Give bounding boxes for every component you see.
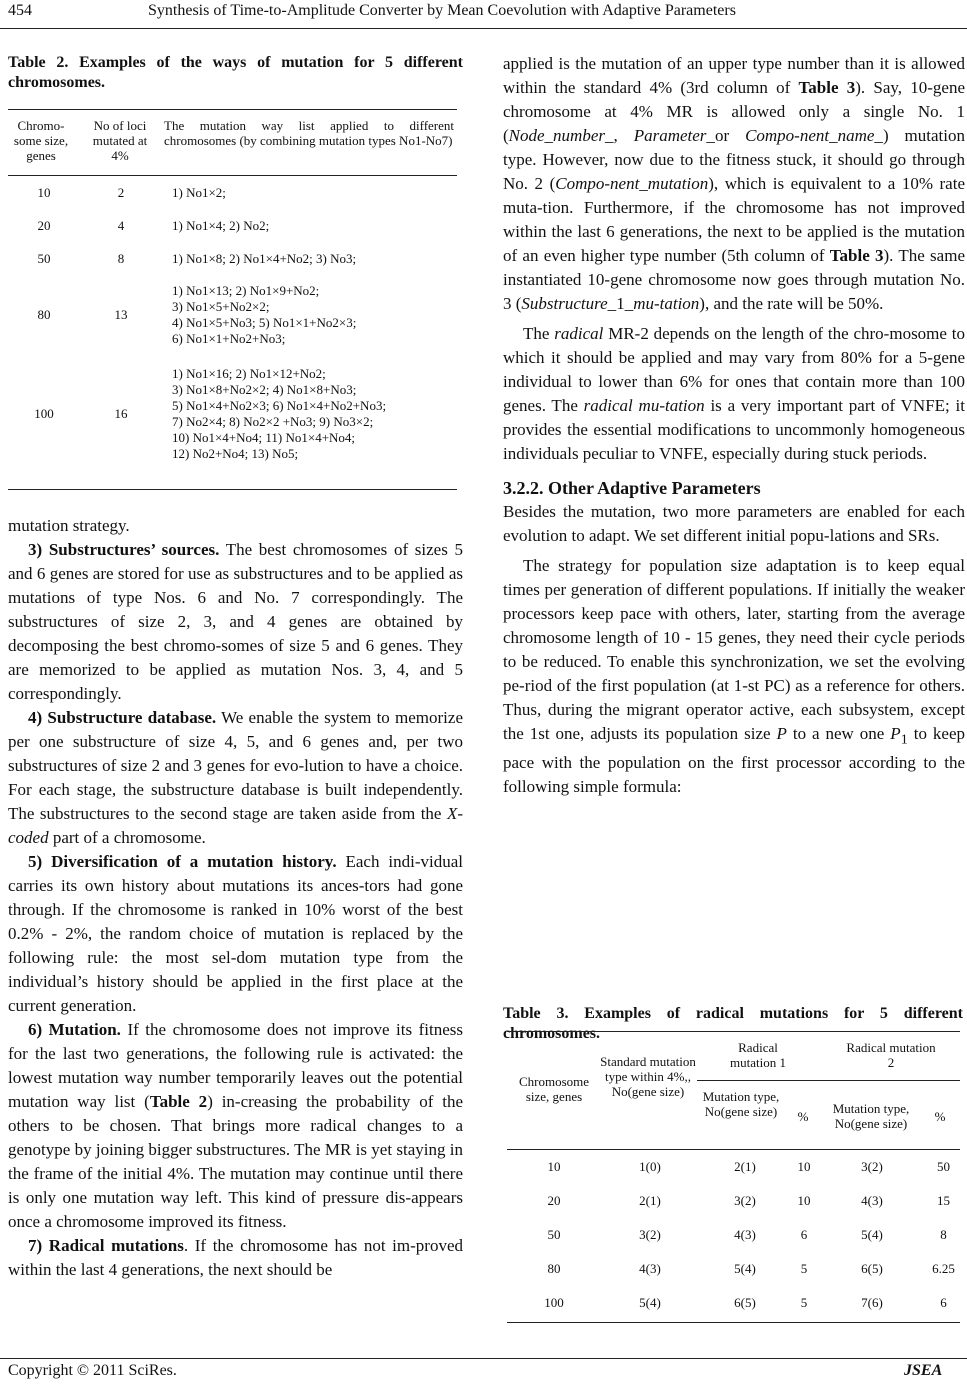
table3-cell: 2(1)	[734, 1159, 756, 1174]
header-rule	[0, 28, 967, 29]
table3-header-mutation-type-1: Mutation type, No(gene size)	[702, 1089, 780, 1119]
paragraph-heading: 3) Substructures’ sources.	[28, 540, 220, 559]
table2-cell-size: 80	[37, 307, 51, 322]
text-run: or	[714, 126, 746, 145]
table3-cell: 6.25	[932, 1261, 955, 1276]
table3-header-pct-1: %	[797, 1109, 809, 1124]
text-run: MR-2 depends on the length of the chro-mosome to which it should be applied and may vary from 80% for a 5-gene individual to lower than 6% for ones that contain more than 100 genes. The	[503, 324, 965, 415]
table2-cell-ways	[162, 275, 463, 355]
text-run: Each indi-vidual carries its own history about mutations its ances-tors had gone through. If the chromosome is ranked in 10% worst of the best 0.2% - 2%, the random choice of mutation is replaced by the following rule: the most sel-dom mutation type from the individual’s history should be applied in the first place at the current generation.	[8, 852, 464, 1015]
text-run: ,	[613, 126, 634, 145]
paragraph-heading: 4) Substructure database.	[28, 708, 217, 727]
table3-cell: 20	[547, 1193, 561, 1208]
right-column-text	[503, 52, 965, 799]
way-line: 3) No1×5+No2×2;	[172, 299, 270, 314]
text-run: Compo-nent_name_	[745, 126, 883, 145]
table2-bottom-rule	[8, 489, 457, 490]
table2-top-rule	[8, 109, 457, 110]
way-line: 4) No1×5+No3; 5) No1×1+No2×3;	[172, 315, 357, 330]
table3-bottom-rule	[507, 1322, 960, 1323]
text-run: ). The same instantiated 10-gene chromosome now goes through mutation No. 3 (	[503, 246, 965, 313]
text-run: The best chromosomes of sizes 5 and 6 genes are stored for use as substructures and to be applied as mutations of type Nos. 6 and No. 7 correspondingly. The substructures of size 2, 3, and 4 genes are obtained by decomposing the best chromo-somes of size 5 and 6 genes. They are memorized to be applied as mutation Nos. 3, 4, and 5 correspondingly.	[8, 540, 463, 703]
table2-cell-ways	[162, 242, 463, 275]
table3-cell: 6	[800, 1227, 808, 1242]
text-run: ) mutation type. However, now due to the fitness stuck, it should go through No. 2 (	[503, 126, 965, 193]
table2-cell-loci: 2	[117, 184, 125, 200]
text-run: is a very important part of VNFE; it provides the essential modifications to uncommonly homogeneous individuals peculiar to VNFE, especially during stuck periods.	[503, 396, 965, 463]
text-run: applied is the mutation of an upper type number than it is allowed within the standard 4% (3rd column of	[503, 54, 965, 97]
table2-cell-loci: 4	[117, 217, 125, 233]
table3-cell: 2(1)	[639, 1193, 661, 1208]
table3-cell: 7(6)	[861, 1295, 883, 1310]
table3-header-size: Chromosome size, genes	[518, 1074, 590, 1104]
table3-header-standard: Standard mutation type within 4%,, No(gene size)	[600, 1054, 696, 1099]
table2-header-ways: The mutation way list applied to different chromosomes (by combining mutation types No1-No7)	[164, 118, 454, 148]
table2-cell-size: 10	[37, 184, 51, 200]
table2-cell-loci: 16	[114, 406, 128, 421]
table3-subheader-rule	[697, 1080, 960, 1081]
way-line: 3) No1×8+No2×2; 4) No1×8+No3;	[172, 382, 357, 397]
text-run: Compo-nent_mutation	[555, 174, 709, 193]
table3-cell: 80	[547, 1261, 561, 1276]
table-row	[507, 1286, 960, 1320]
text-run: ) in-creasing the probability of the others to be chosen. That brings more radical changes to a genotype by joining bigger substructures. The MR is yet staying in the frame of the initial 4%. The mutation may continue until there is only one mutation way left. This kind of pressure dis-appears once a chromosome improved its fitness.	[8, 1092, 463, 1231]
paragraph	[8, 1018, 463, 1234]
table3-cell: 3(2)	[861, 1159, 883, 1174]
paragraph	[8, 1234, 463, 1282]
text-run: 1	[616, 294, 625, 313]
table-row	[8, 209, 463, 242]
table3-cell: 10	[797, 1193, 811, 1208]
table2-cell-size: 100	[34, 406, 54, 421]
footer-journal: JSEA	[904, 1362, 943, 1379]
table-reference-link[interactable]: Table 3	[829, 246, 884, 265]
paragraph	[503, 322, 965, 466]
table3-body	[507, 1150, 960, 1320]
table3-top-rule	[507, 1031, 960, 1032]
way-line: 1) No1×2;	[172, 184, 226, 200]
table-row	[507, 1218, 960, 1252]
table3-cell: 5(4)	[639, 1295, 661, 1310]
table3-cell: 5(4)	[861, 1227, 883, 1242]
page-header	[0, 0, 967, 28]
page-number: 454	[8, 2, 32, 19]
footer-rule	[0, 1358, 967, 1359]
text-run: If the chromosome does not improve its fitness for the last two generations, the following rule is activated: the lowest mutation way number temporarily leaves out the potential mutation way list (	[8, 1020, 463, 1111]
way-line: 6) No1×1+No2+No3;	[172, 331, 286, 346]
table2-body	[8, 176, 463, 473]
table3-cell: 3(2)	[639, 1227, 661, 1242]
way-line: 1) No1×4; 2) No2;	[172, 217, 270, 233]
table3-cell: 5(4)	[734, 1261, 756, 1276]
paragraph	[8, 850, 463, 1018]
text-run: Parameter_	[633, 126, 715, 145]
table3-cell: 4(3)	[639, 1261, 661, 1276]
table-row	[507, 1184, 960, 1218]
way-line: 1) No1×8; 2) No1×4+No2; 3) No3;	[172, 250, 357, 266]
table-row	[8, 176, 463, 209]
table3-cell: 1(0)	[639, 1159, 661, 1174]
text-run: We enable the system to memorize per one substructure of size 4, 5, and 6 genes and, per two substructures of size 2 and 3 genes for evo-lution to have a choice. For each stage, the substructure database is built independently. The substructures to the second stage are taken aside from the	[8, 708, 463, 823]
text-run: radical mu-tation	[583, 396, 705, 415]
table3-cell: 10	[797, 1159, 811, 1174]
table3-cell: 10	[547, 1159, 561, 1174]
text-run: . If the chromosome has not im-proved within the last 4 generations, the next should be	[8, 1236, 463, 1279]
table3-cell: 8	[940, 1227, 947, 1242]
way-line: 5) No1×4+No2×3; 6) No1×4+No2+No3;	[172, 398, 387, 413]
paragraph	[8, 514, 463, 538]
paragraph	[8, 538, 463, 706]
text-run: Substructure_	[521, 294, 617, 313]
table3-header-radical1: Radical mutation 1	[730, 1040, 786, 1070]
table2-cell-ways	[162, 209, 463, 242]
table-row	[8, 275, 463, 355]
footer-copyright: Copyright © 2011 SciRes.	[8, 1362, 177, 1379]
text-run: to keep pace with the population on the first processor according to the following simple formula:	[503, 724, 965, 797]
paragraph	[503, 500, 965, 548]
table3-cell: 6(5)	[861, 1261, 883, 1276]
table3-cell: 4(3)	[734, 1227, 756, 1242]
table3-cell: 6(5)	[734, 1295, 756, 1310]
section-heading: 3.2.2. Other Adaptive Parameters	[503, 478, 761, 498]
math-variable: P	[890, 724, 901, 743]
table3-header-radical2: Radical mutation 2	[846, 1040, 936, 1070]
way-line: 1) No1×13; 2) No1×9+No2;	[172, 283, 320, 298]
table3-cell: 6	[940, 1295, 947, 1310]
running-title: Synthesis of Time-to-Amplitude Converter by Mean Coevolution with Adaptive Parameters	[148, 2, 736, 19]
way-line: 10) No1×4+No4; 11) No1×4+No4;	[172, 430, 356, 445]
text-run: Besides the mutation, two more parameters are enabled for each evolution to adapt. We set different initial popu-lations and SRs.	[503, 502, 965, 545]
paragraph	[503, 52, 965, 316]
text-run: ), and the rate will be 50%.	[699, 294, 884, 313]
text-run: radical	[554, 324, 604, 343]
paragraph-heading: 7) Radical mutations	[28, 1236, 184, 1255]
table3-header-mutation-type-2: Mutation type, No(gene size)	[832, 1101, 910, 1131]
table-row	[8, 242, 463, 275]
table2-cell-size: 50	[37, 250, 51, 266]
text-run: Node_number_	[508, 126, 614, 145]
text-run: The	[523, 324, 555, 343]
paragraph	[503, 554, 965, 799]
text-run: ). Say, 10-gene chromosome at 4% MR is allowed only a single No. 1 (	[503, 78, 965, 145]
table-row	[507, 1252, 960, 1286]
way-line: 1) No1×16; 2) No1×12+No2;	[172, 366, 326, 381]
way-line: 7) No2×4; 8) No2×2 +No3; 9) No3×2;	[172, 414, 374, 429]
paragraph-heading: 6) Mutation.	[28, 1020, 121, 1039]
table3-cell: 15	[937, 1193, 950, 1208]
table2-caption: Table 2. Examples of the ways of mutation for 5 different chromosomes.	[8, 54, 463, 91]
table3-header-pct-2: %	[934, 1109, 946, 1124]
table2-cell-loci: 8	[117, 250, 125, 266]
way-line: 12) No2+No4; 13) No5;	[172, 446, 299, 461]
table3-cell: 5	[800, 1261, 808, 1276]
text-run: mutation strategy.	[8, 516, 130, 535]
left-column-text	[8, 514, 463, 1282]
table3-caption: Table 3. Examples of radical mutations for 5 different chromosomes.	[503, 1005, 963, 1042]
table2-cell-loci: 13	[114, 307, 128, 322]
table-row	[507, 1150, 960, 1184]
table3-cell: 3(2)	[734, 1193, 756, 1208]
table3-cell: 50	[547, 1227, 561, 1242]
paragraph	[8, 706, 463, 850]
table2-header-loci: No of loci mutated at 4%	[92, 118, 148, 163]
table-row	[8, 355, 463, 473]
table3-cell: 5	[800, 1295, 808, 1310]
math-variable: P	[776, 724, 787, 743]
text-run: ), which is equivalent to a 10% rate muta-tion. Furthermore, if the chromosome has not improved within the last 6 generations, the next to be applied is the mutation of an even higher type number (5th column of	[503, 174, 965, 265]
text-run: X-coded	[8, 804, 463, 847]
table2-header-size: Chromo-some size, genes	[13, 118, 69, 163]
text-run: to a new one	[786, 724, 891, 743]
text-run: _mu-tation	[624, 294, 700, 313]
table2-cell-size: 20	[37, 217, 51, 233]
table3-cell: 4(3)	[861, 1193, 883, 1208]
table-reference-link[interactable]: Table 3	[798, 78, 856, 97]
table-reference-link[interactable]: Table 2	[149, 1092, 208, 1111]
table3-cell: 50	[937, 1159, 950, 1174]
table2-cell-ways	[162, 355, 463, 473]
math-subscript: 1	[900, 731, 908, 748]
table3-cell: 100	[544, 1295, 564, 1310]
paragraph-heading: 5) Diversification of a mutation history.	[28, 852, 337, 871]
text-run: The strategy for population size adaptation is to keep equal times per generation of different populations. If initially the weaker processors keep pace with others, later, starting from the average chromosome length of 10 - 15 genes, they need their cycle periods to be reduced. To enable this synchronization, we set the evolving pe-riod of the first population (at 1-st PC) as a reference for others. Thus, during the migrant operator active, each subsystem, except the 1st one, adjusts its population size	[503, 556, 965, 743]
table2-cell-ways	[162, 176, 463, 209]
text-run: part of a chromosome.	[48, 828, 206, 847]
